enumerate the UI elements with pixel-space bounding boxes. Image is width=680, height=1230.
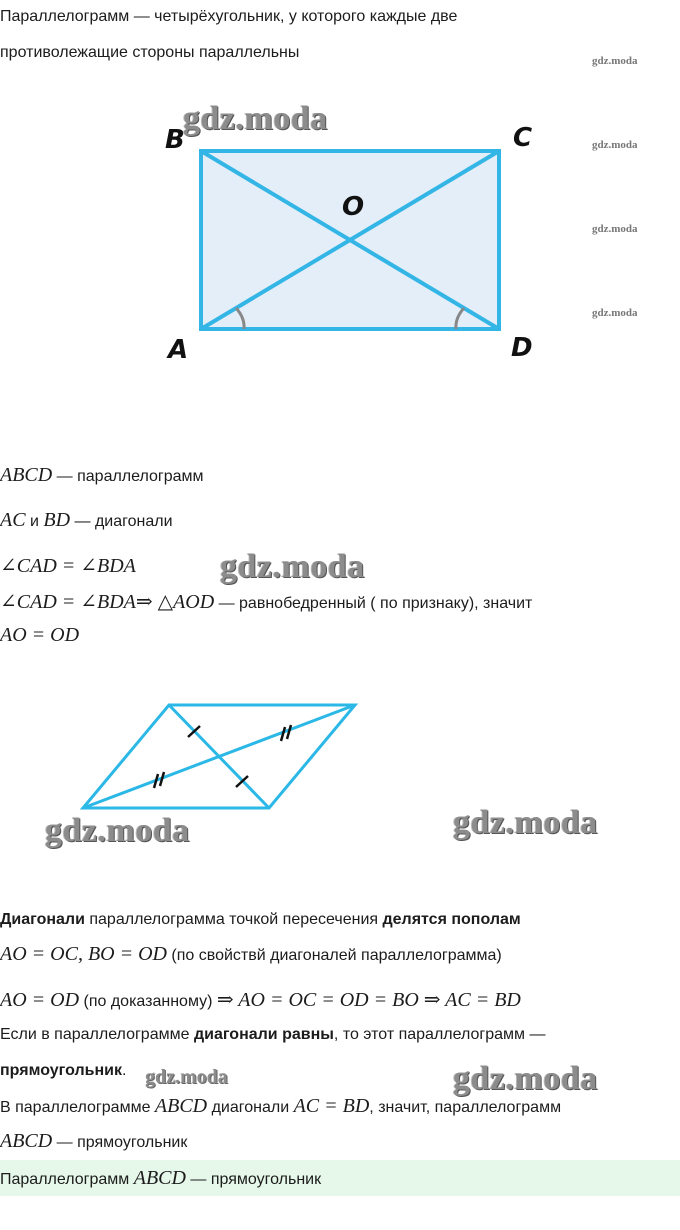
label-b: B: [165, 125, 185, 155]
watermark: gdz.moda: [592, 55, 638, 67]
intro-line-1: Параллелограмм — четырёхугольник, у которого каждые две: [0, 8, 458, 25]
reasoning-line-2: [0, 509, 173, 532]
math: ABCD: [133, 1167, 186, 1189]
watermark: gdz.moda: [145, 1066, 228, 1088]
bold-term: делятся пополам: [382, 911, 521, 928]
diagonal-short: [169, 705, 269, 808]
text: , значит, параллелограмм: [369, 1099, 562, 1116]
label-o: O: [342, 192, 365, 222]
watermark: gdz.moda: [453, 1060, 598, 1097]
text: — прямоугольник: [52, 1134, 188, 1151]
math: AO = OC, BO = OD: [0, 943, 167, 965]
math: ABCD: [154, 1095, 208, 1117]
math: AC = BD: [293, 1095, 370, 1117]
text: — диагонали: [70, 513, 173, 530]
text: (по свойствй диагоналей параллелограмма): [166, 947, 502, 964]
math: AO = OD: [0, 989, 80, 1011]
intro-line-2: противолежащие стороны параллельны: [0, 44, 300, 61]
answer-line: [0, 1167, 321, 1190]
math: ABCD: [0, 1130, 53, 1152]
reasoning-line-4: [0, 589, 532, 614]
math: ∠CAD = ∠BDA⇒ △AOD: [0, 591, 215, 613]
bold-term: прямоугольник: [0, 1062, 122, 1079]
reasoning-line-3: [0, 553, 136, 578]
parallelogram-figure: [0, 690, 400, 820]
watermark: gdz.moda: [592, 307, 638, 319]
property-line-5: [0, 1062, 126, 1080]
label-d: D: [511, 333, 533, 363]
property-line-1: [0, 911, 521, 929]
text: В параллелограмме: [0, 1099, 155, 1116]
text: Если в параллелограмме: [0, 1026, 194, 1043]
math: ABCD: [0, 464, 53, 486]
property-line-4: [0, 1026, 545, 1044]
bold-term: Диагонали: [0, 911, 85, 928]
text: и: [25, 513, 44, 530]
label-a: A: [168, 335, 189, 365]
text: — параллелограмм: [52, 468, 204, 485]
watermark: gdz.moda: [592, 223, 638, 235]
watermark: gdz.moda: [592, 139, 638, 151]
watermark: gdz.moda: [45, 812, 190, 849]
text: (по доказанному): [79, 993, 217, 1010]
watermark: gdz.moda: [220, 548, 365, 585]
text: .: [121, 1062, 127, 1079]
reasoning-line-5: [0, 624, 79, 647]
math: ∠CAD = ∠BDA: [0, 555, 136, 577]
math: AC: [0, 509, 26, 531]
math: BD: [43, 509, 71, 531]
math: AO = OD: [0, 624, 80, 646]
text: диагонали: [207, 1099, 294, 1116]
reasoning-line-1: [0, 464, 204, 487]
bold-term: диагонали равны: [193, 1026, 334, 1043]
property-line-3: [0, 987, 521, 1012]
rectangle-figure: [0, 0, 680, 420]
watermark: gdz.moda: [183, 100, 328, 137]
math: ⇒ AO = OC = OD = BO ⇒ AC = BD: [216, 989, 521, 1011]
property-line-7: [0, 1130, 187, 1153]
property-line-2: [0, 943, 502, 966]
text: — прямоугольник: [185, 1171, 322, 1188]
text: Параллелограмм: [0, 1171, 134, 1188]
watermark: gdz.moda: [453, 804, 598, 841]
label-c: C: [513, 123, 533, 153]
text: — равнобедренный ( по признаку), значит: [214, 595, 533, 612]
text: , то этот параллелограмм —: [333, 1026, 546, 1043]
text: параллелограмма точкой пересечения: [84, 911, 383, 928]
property-line-6: [0, 1095, 561, 1118]
